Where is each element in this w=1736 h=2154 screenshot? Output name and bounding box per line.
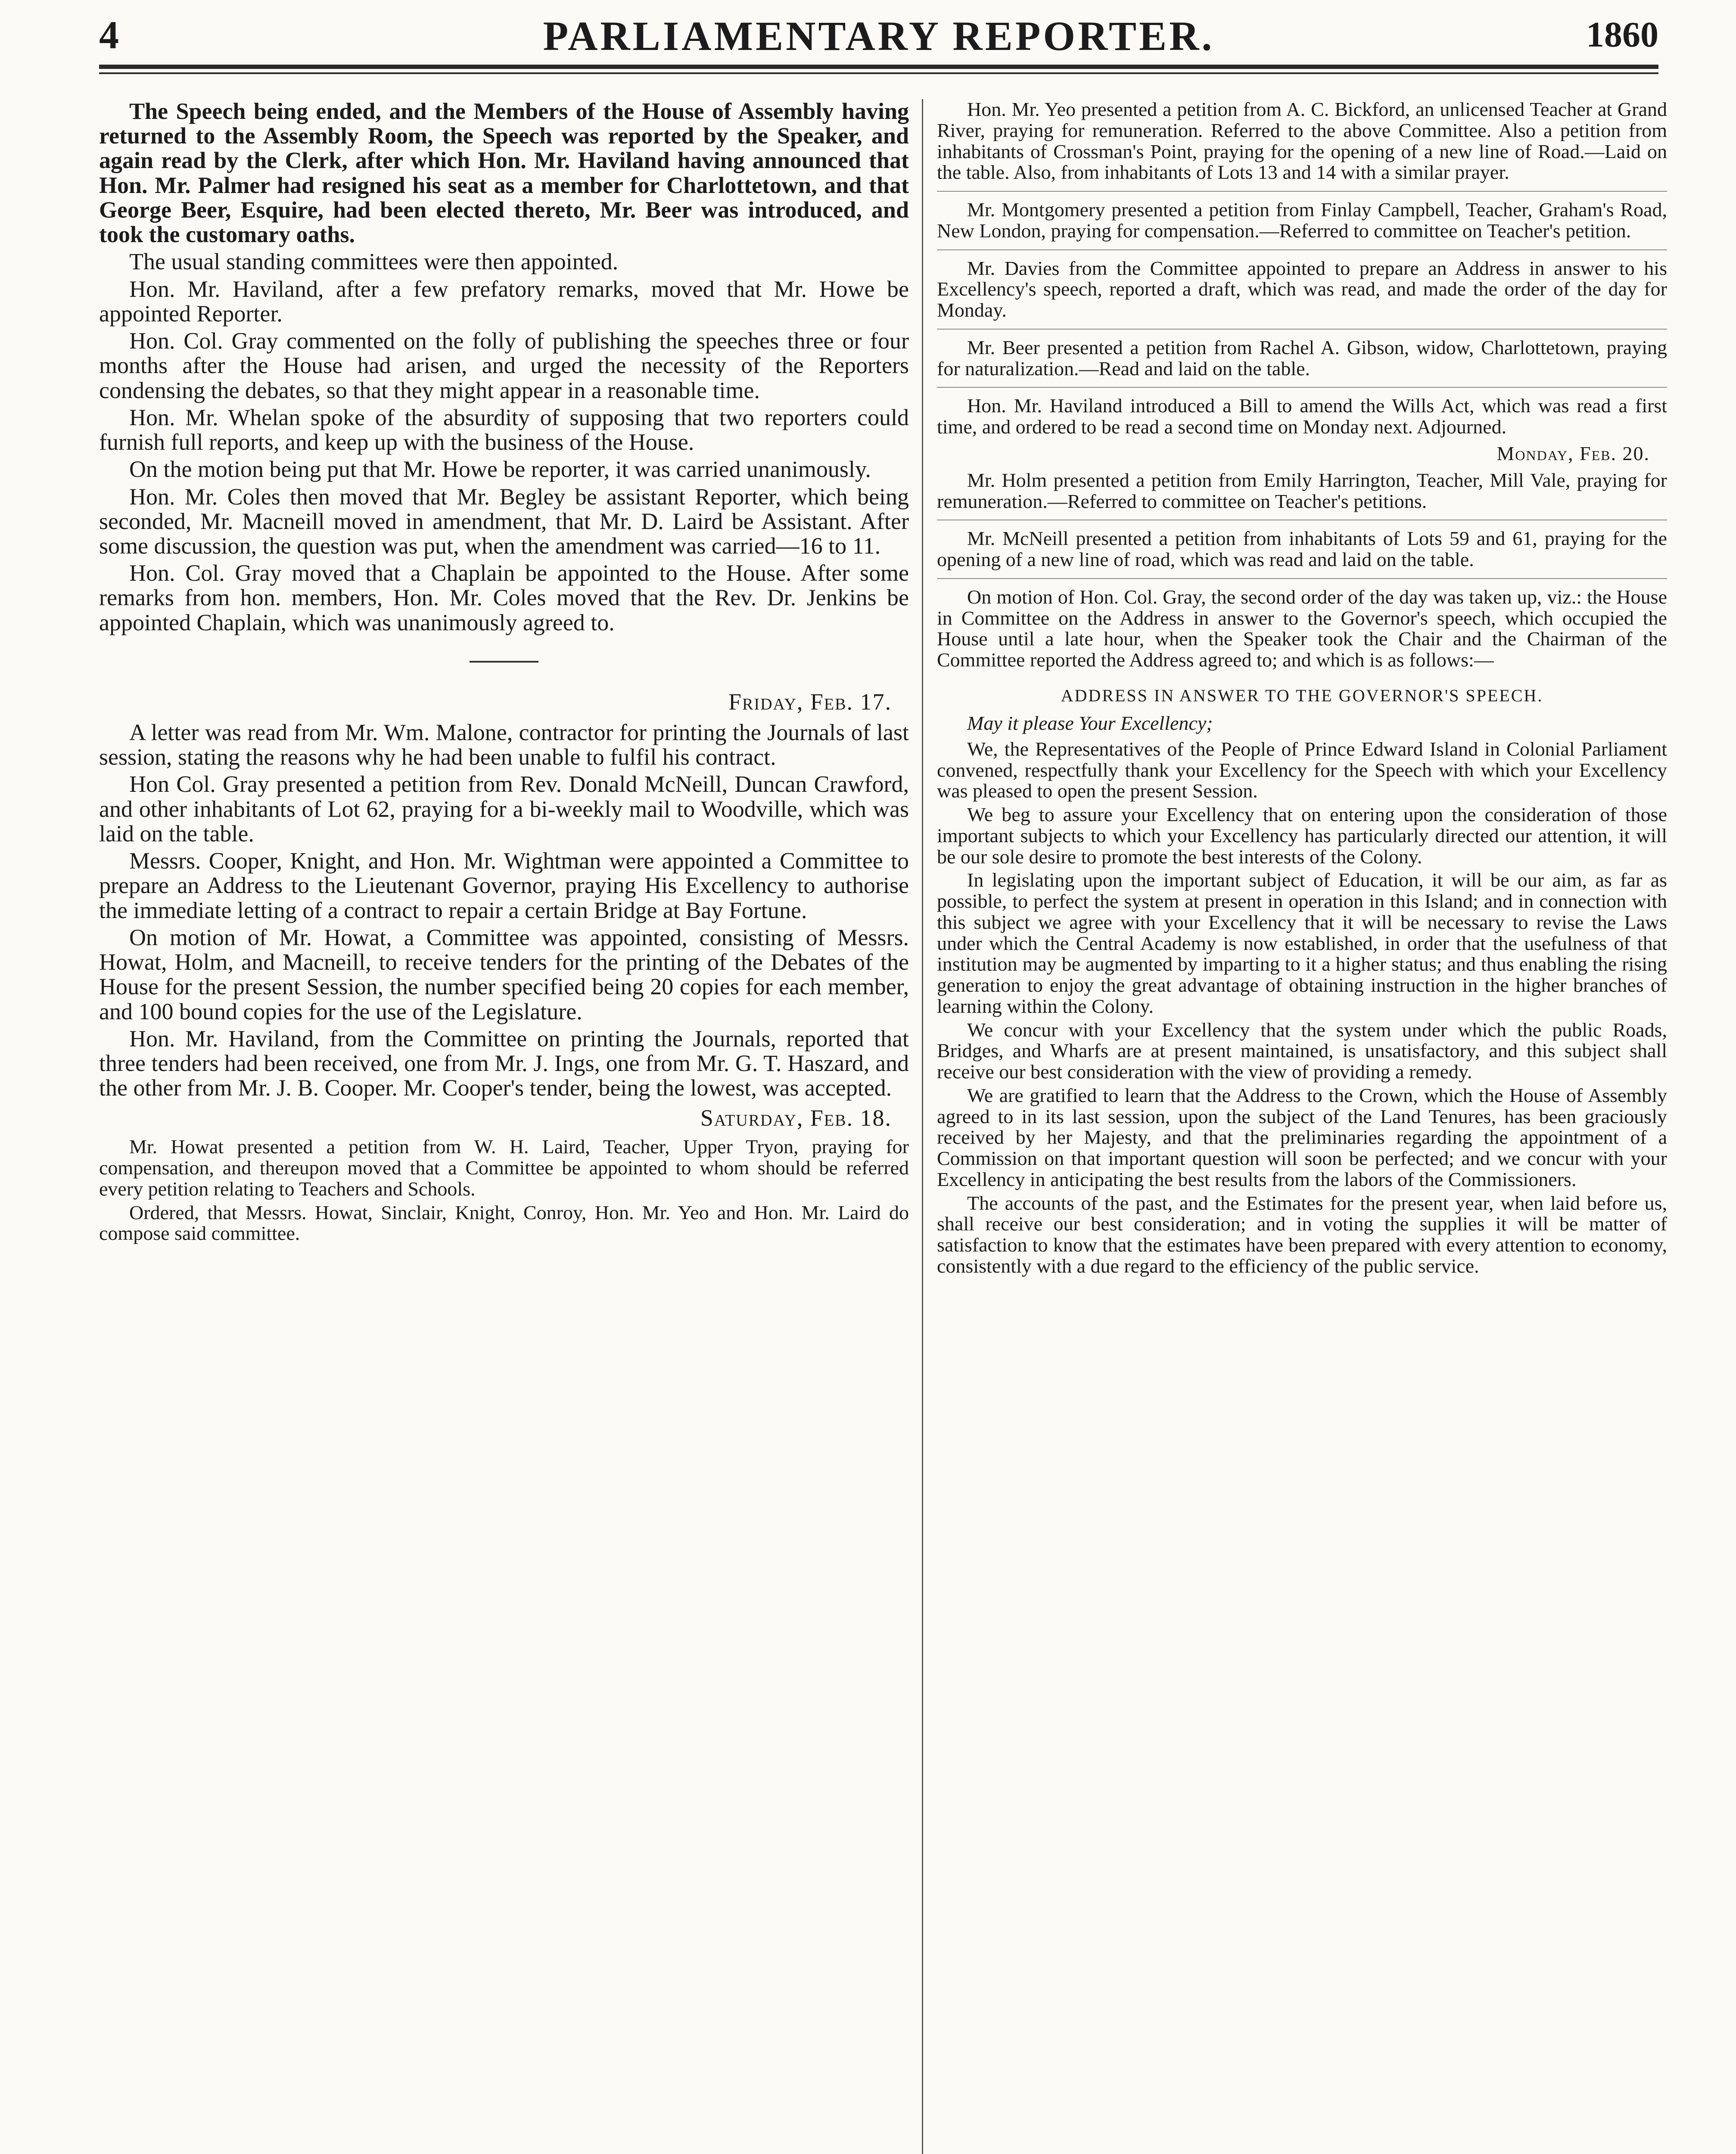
paragraph: Ordered, that Messrs. Howat, Sinclair, Knight, Conroy, Hon. Mr. Yeo and Hon. Mr. Laird do compose said committee. <box>99 1201 909 1245</box>
paragraph: The Speech being ended, and the Members of the House of Assembly having returned to the Assembly Room, the Speech was reported by the Speaker, and again read by the Clerk, after which Hon. Mr. Haviland having announced that Hon. Mr. Palmer had resigned his seat as a member for Charlottetown, and that George Beer, Esquire, had been elected thereto, Mr. Beer was introduced, and took the customary oaths. <box>99 99 909 248</box>
address-heading: ADDRESS IN ANSWER TO THE GOVERNOR'S SPEECH. <box>1061 685 1543 705</box>
paragraph: Hon. Mr. Coles then moved that Mr. Begley be assistant Reporter, which being seconded, Mr. Macneill moved in amendment, that Mr. D. Laird be Assistant. After some discussion, the question was put, when the amendment was carried—16 to 11. <box>99 483 909 559</box>
paragraph: Mr. Howat presented a petition from W. H. Laird, Teacher, Upper Tryon, praying for compensation, and thereupon moved that a Committee be appointed to whom should be referred every petition relating to Teachers and Schools. <box>99 1136 909 1200</box>
paragraph: Hon. Mr. Haviland, from the Committee on printing the Journals, reported that three tenders had been received, one from Mr. J. Ings, one from Mr. G. T. Haszard, and the other from Mr. J. B. Cooper. Mr. Cooper's tender, being the lowest, was accepted. <box>99 1025 909 1101</box>
paragraph: Hon. Col. Gray commented on the folly of publishing the speeches three or four months after the House had arisen, and urged the necessity of the Reporters condensing the debates, so that they might appear in a reasonable time. <box>99 328 909 403</box>
dateline-friday: Friday, Feb. 17. <box>728 688 892 715</box>
column-divider <box>922 99 923 2154</box>
salutation: May it please Your Excellency; <box>967 712 1213 734</box>
left-column <box>99 99 909 2154</box>
page-year: 1860 <box>1586 15 1658 55</box>
paragraph: Hon. Mr. Haviland introduced a Bill to amend the Wills Act, which was read a first time, and ordered to be read a second time on Monday next. Adjourned. <box>937 395 1667 438</box>
separator <box>937 249 1667 250</box>
paragraph: Hon. Mr. Whelan spoke of the absurdity of supposing that two reporters could furnish full reports, and keep up with the business of the House. <box>99 404 909 455</box>
paragraph: The usual standing committees were then appointed. <box>129 249 619 275</box>
paragraph: Hon. Col. Gray moved that a Chaplain be appointed to the House. After some remarks from hon. members, Hon. Mr. Coles moved that the Rev. Dr. Jenkins be appointed Chaplain, which was unanimously agreed to. <box>99 560 909 635</box>
dateline-monday: Monday, Feb. 20. <box>1496 442 1650 464</box>
header-rule-thin <box>99 72 1658 74</box>
paragraph: On motion of Hon. Col. Gray, the second order of the day was taken up, viz.: the House in Committee on the Address in answer to the Governor's speech, which occupied the House until a late hour, when the Speaker took the Chair and the Chairman of the Committee reported the Address agreed to; and which is as follows:— <box>937 585 1667 671</box>
paragraph: Hon. Mr. Haviland, after a few prefatory remarks, moved that Mr. Howe be appointed Reporter. <box>99 276 909 327</box>
separator <box>937 578 1667 579</box>
paragraph: Messrs. Cooper, Knight, and Hon. Mr. Wightman were appointed a Committee to prepare an Address to the Lieutenant Governor, praying His Excellency to authorise the immediate letting of a contract to repair a certain Bridge at Bay Fortune. <box>99 848 909 923</box>
dateline-saturday: Saturday, Feb. 18. <box>700 1105 892 1131</box>
separator <box>937 329 1667 330</box>
paragraph: Hon. Mr. Yeo presented a petition from A. C. Bickford, an unlicensed Teacher at Grand River, praying for remuneration. Referred to the above Committee. Also a petition from inhabitants of Crossman's Point, praying for the opening of a new line of Road.—Laid on the table. Also, from inhabitants of Lots 13 and 14 with a similar prayer. <box>937 99 1667 184</box>
paragraph: On motion of Mr. Howat, a Committee was appointed, consisting of Messrs. Howat, Holm, and Macneill, to receive tenders for the printing of the Debates of the House for the present Session, the number specified being 20 copies for each member, and 100 bound copies for the use of the Legislature. <box>99 924 909 1024</box>
paragraph: Mr. Holm presented a petition from Emily Harrington, Teacher, Mill Vale, praying for remuneration.—Referred to committee on Teacher's petitions. <box>937 469 1667 512</box>
separator <box>937 387 1667 388</box>
section-rule <box>470 661 538 663</box>
paragraph: A letter was read from Mr. Wm. Malone, contractor for printing the Journals of last session, stating the reasons why he had been unable to fulfil his contract. <box>99 719 909 770</box>
paragraph: Mr. Montgomery presented a petition from Finlay Campbell, Teacher, Graham's Road, New London, praying for compensation.—Referred to committee on Teacher's petition. <box>937 199 1667 242</box>
paragraph: Hon Col. Gray presented a petition from Rev. Donald McNeill, Duncan Crawford, and other inhabitants of Lot 62, praying for a bi-weekly mail to Woodville, which was laid on the table. <box>99 771 909 847</box>
paragraph: On the motion being put that Mr. Howe be reporter, it was carried unanimously. <box>129 456 871 482</box>
paragraph: We beg to assure your Excellency that on entering upon the consideration of those important subjects to which your Excellency has particularly directed our attention, it will be our sole desire to promote the best interests of the Colony. <box>937 803 1667 868</box>
paragraph: We, the Representatives of the People of Prince Edward Island in Colonial Parliament convened, respectfully thank your Excellency for the Speech with which your Excellency was pleased to open the present Session. <box>937 738 1667 802</box>
header-rule <box>99 65 1658 69</box>
paragraph: We are gratified to learn that the Address to the Crown, which the House of Assembly agreed to in its last session, upon the subject of the Land Tenures, has been graciously received by her Majesty, and that the preliminaries regarding the appointment of a Commission on that important question will soon be perfected; and we concur with your Excellency in anticipating the best results from the labors of the Commissioners. <box>937 1084 1667 1190</box>
paragraph: The accounts of the past, and the Estimates for the present year, when laid before us, shall receive our best consideration; and in voting the supplies it will be matter of satisfaction to know that the estimates have been prepared with every attention to economy, consistently with a due regard to the efficiency of the public service. <box>937 1192 1667 1277</box>
right-column <box>937 99 1667 2154</box>
paragraph: Mr. Beer presented a petition from Rachel A. Gibson, widow, Charlottetown, praying for naturalization.—Read and laid on the table. <box>937 336 1667 380</box>
page-title: PARLIAMENTARY REPORTER. <box>543 13 1215 59</box>
paragraph: Mr. Davies from the Committee appointed to prepare an Address in answer to his Excellency's speech, reported a draft, which was read, and made the order of the day for Monday. <box>937 257 1667 321</box>
paragraph: Mr. McNeill presented a petition from inhabitants of Lots 59 and 61, praying for the opening of a new line of road, which was read and laid on the table. <box>937 527 1667 570</box>
paragraph: We concur with your Excellency that the system under which the public Roads, Bridges, and Wharfs are at present maintained, is unsatisfactory, and this subject shall receive our best consideration with the view of providing a remedy. <box>937 1018 1667 1083</box>
separator <box>937 191 1667 192</box>
paragraph: In legislating upon the important subject of Education, it will be our aim, as far as possible, to perfect the system at present in operation in this Island; and in connection with this subject we agree with your Excellency that it will be necessary to revise the Laws under which the Central Academy is now established, in order that the usefulness of that institution may be augmented by imparting to it a higher status; and thus enabling the rising generation to enjoy the great advantage of obtaining instruction in the higher branches of learning within the Colony. <box>937 869 1667 1017</box>
page-number: 4 <box>99 13 119 57</box>
